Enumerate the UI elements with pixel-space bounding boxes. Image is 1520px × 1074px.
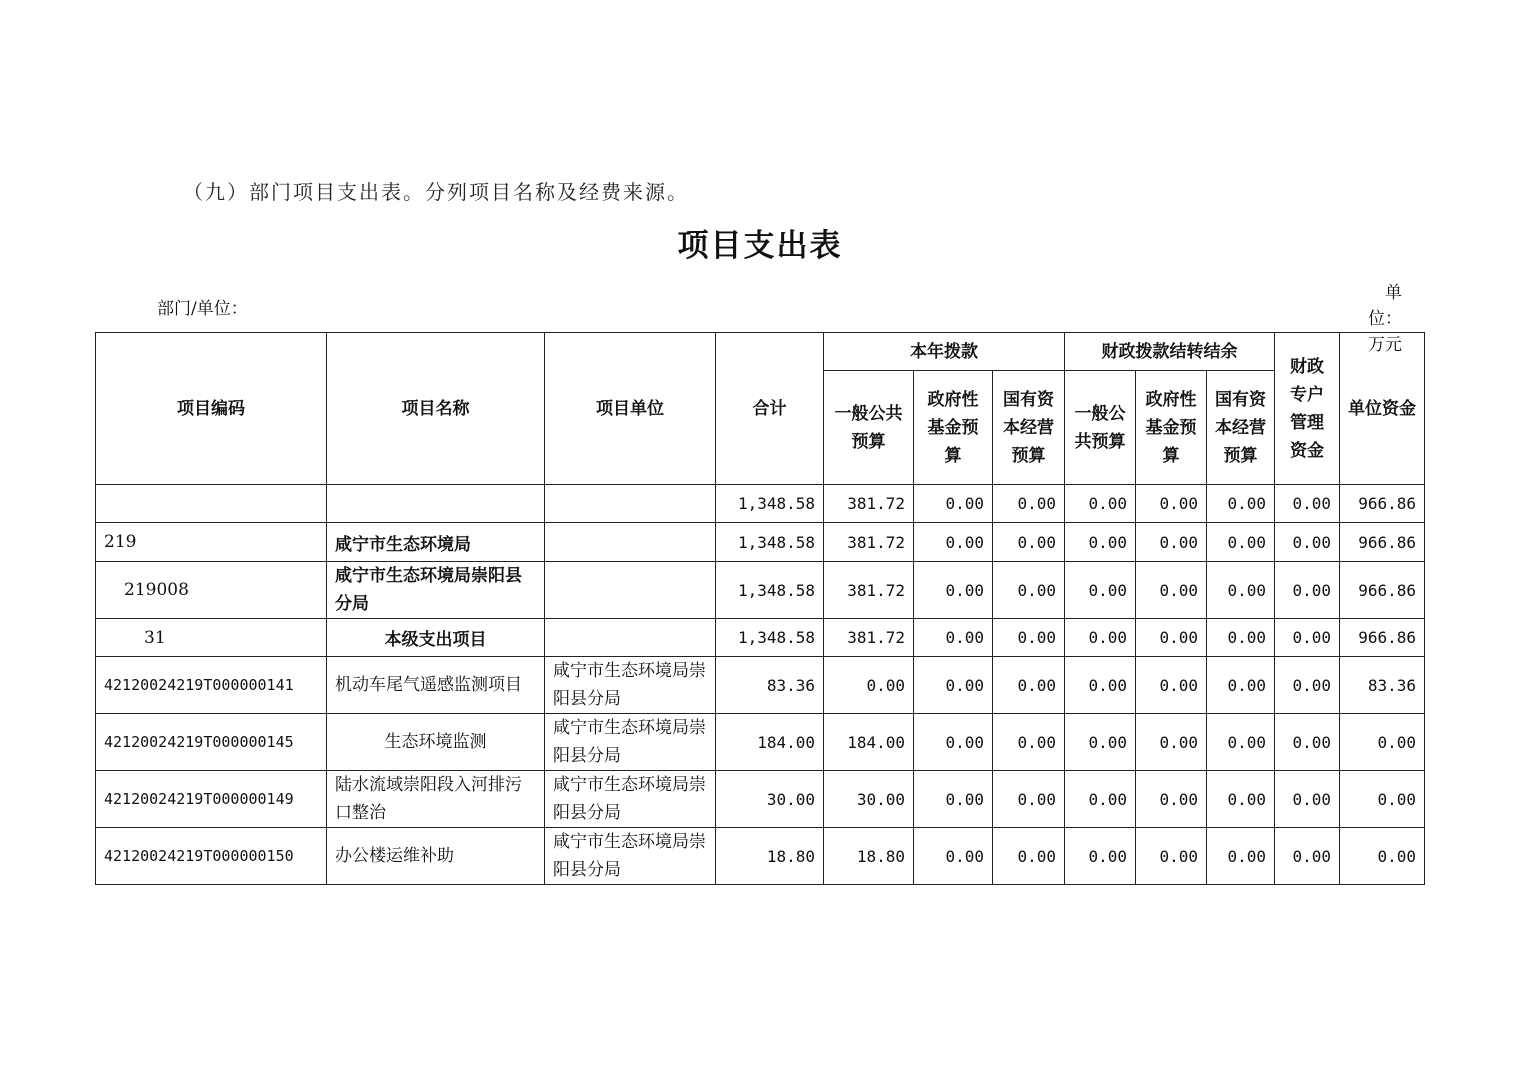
cell-unit: 咸宁市生态环境局崇阳县分局 (545, 657, 716, 714)
header-total: 合计 (716, 333, 824, 485)
cell-value: 0.00 (1065, 619, 1136, 657)
cell-value: 0.00 (914, 771, 993, 828)
project-expenditure-table (95, 332, 1425, 885)
cell-value: 0.00 (914, 485, 993, 523)
cell-value: 1,348.58 (716, 562, 824, 619)
header-unit-fund: 单位资金 (1340, 333, 1425, 485)
cell-name: 机动车尾气遥感监测项目 (327, 657, 545, 714)
header-state-capital: 国有资本经营预算 (993, 371, 1065, 485)
cell-value: 0.00 (1275, 771, 1340, 828)
cell-value: 0.00 (993, 523, 1065, 562)
cell-value: 0.00 (1275, 523, 1340, 562)
cell-name: 咸宁市生态环境局崇阳县分局 (327, 562, 545, 619)
cell-value: 184.00 (824, 714, 914, 771)
cell-value: 0.00 (1065, 485, 1136, 523)
header-carry-general: 一般公共预算 (1065, 371, 1136, 485)
cell-code: 219 (96, 523, 327, 562)
header-name: 项目名称 (327, 333, 545, 485)
cell-value: 0.00 (914, 619, 993, 657)
cell-name (327, 485, 545, 523)
unit-label-line2: 万元 (1368, 335, 1402, 355)
cell-value: 0.00 (1065, 562, 1136, 619)
department-label: 部门/单位： (157, 299, 248, 319)
cell-value: 0.00 (1207, 562, 1275, 619)
cell-value: 381.72 (824, 562, 914, 619)
page-title: 项目支出表 (677, 228, 843, 264)
cell-value: 0.00 (1207, 485, 1275, 523)
cell-value: 0.00 (1340, 714, 1425, 771)
cell-value: 0.00 (1275, 619, 1340, 657)
cell-code: 219008 (96, 562, 327, 619)
header-special: 财政专户管理资金 (1275, 333, 1340, 485)
cell-code: 42120024219T000000141 (96, 657, 327, 714)
cell-value: 83.36 (1340, 657, 1425, 714)
cell-unit (545, 485, 716, 523)
cell-value: 0.00 (1136, 657, 1207, 714)
header-general: 一般公共预算 (824, 371, 914, 485)
cell-value: 0.00 (1275, 828, 1340, 885)
header-group-current: 本年拨款 (824, 333, 1065, 371)
cell-value: 0.00 (1340, 828, 1425, 885)
intro-text: （九）部门项目支出表。分列项目名称及经费来源。 (183, 180, 689, 204)
cell-value: 0.00 (914, 562, 993, 619)
cell-unit (545, 523, 716, 562)
cell-name: 办公楼运维补助 (327, 828, 545, 885)
cell-value: 0.00 (1275, 657, 1340, 714)
cell-value: 0.00 (1207, 657, 1275, 714)
cell-value: 0.00 (914, 714, 993, 771)
cell-value: 1,348.58 (716, 523, 824, 562)
table-row (96, 619, 1425, 657)
header-code: 项目编码 (96, 333, 327, 485)
cell-value: 0.00 (993, 657, 1065, 714)
cell-unit: 咸宁市生态环境局崇阳县分局 (545, 771, 716, 828)
cell-value: 0.00 (824, 657, 914, 714)
header-carry-gov-fund: 政府性基金预算 (1136, 371, 1207, 485)
cell-value: 0.00 (1275, 714, 1340, 771)
cell-name: 本级支出项目 (327, 619, 545, 657)
cell-value: 0.00 (993, 619, 1065, 657)
cell-name: 生态环境监测 (327, 714, 545, 771)
cell-value: 0.00 (1207, 828, 1275, 885)
cell-code (96, 485, 327, 523)
cell-value: 0.00 (993, 771, 1065, 828)
cell-value: 0.00 (1136, 562, 1207, 619)
header-group-carry: 财政拨款结转结余 (1065, 333, 1275, 371)
cell-value: 1,348.58 (716, 619, 824, 657)
cell-code: 42120024219T000000145 (96, 714, 327, 771)
cell-name: 陆水流域崇阳段入河排污口整治 (327, 771, 545, 828)
cell-value: 966.86 (1340, 523, 1425, 562)
cell-value: 0.00 (1065, 771, 1136, 828)
header-carry-state-capital: 国有资本经营预算 (1207, 371, 1275, 485)
cell-value: 381.72 (824, 485, 914, 523)
cell-code: 31 (96, 619, 327, 657)
cell-value: 0.00 (1207, 771, 1275, 828)
cell-value: 966.86 (1340, 562, 1425, 619)
cell-value: 0.00 (993, 714, 1065, 771)
table-row (96, 828, 1425, 885)
cell-value: 0.00 (1207, 619, 1275, 657)
cell-value: 18.80 (716, 828, 824, 885)
cell-value: 30.00 (716, 771, 824, 828)
table-row (96, 562, 1425, 619)
cell-unit (545, 562, 716, 619)
cell-unit: 咸宁市生态环境局崇阳县分局 (545, 828, 716, 885)
cell-value: 966.86 (1340, 619, 1425, 657)
unit-label-line1: 单位： (1368, 283, 1402, 329)
cell-value: 0.00 (1065, 523, 1136, 562)
cell-value: 0.00 (1065, 714, 1136, 771)
cell-value: 0.00 (1065, 828, 1136, 885)
cell-value: 0.00 (1136, 485, 1207, 523)
table-row (96, 771, 1425, 828)
cell-value: 184.00 (716, 714, 824, 771)
cell-value: 0.00 (1207, 523, 1275, 562)
table-row (96, 657, 1425, 714)
table-row (96, 523, 1425, 562)
cell-value: 0.00 (1136, 523, 1207, 562)
cell-value: 18.80 (824, 828, 914, 885)
cell-value: 1,348.58 (716, 485, 824, 523)
table-row (96, 485, 1425, 523)
cell-value: 381.72 (824, 523, 914, 562)
cell-code: 42120024219T000000149 (96, 771, 327, 828)
cell-value: 0.00 (1065, 657, 1136, 714)
header-unit: 项目单位 (545, 333, 716, 485)
cell-value: 0.00 (993, 485, 1065, 523)
table-row (96, 714, 1425, 771)
cell-value: 0.00 (1207, 714, 1275, 771)
cell-value: 0.00 (1136, 828, 1207, 885)
cell-value: 0.00 (914, 523, 993, 562)
cell-unit: 咸宁市生态环境局崇阳县分局 (545, 714, 716, 771)
cell-value: 0.00 (1340, 771, 1425, 828)
cell-value: 0.00 (914, 828, 993, 885)
cell-unit (545, 619, 716, 657)
cell-value: 30.00 (824, 771, 914, 828)
cell-value: 0.00 (1275, 562, 1340, 619)
cell-value: 0.00 (993, 562, 1065, 619)
cell-value: 966.86 (1340, 485, 1425, 523)
header-gov-fund: 政府性基金预算 (914, 371, 993, 485)
cell-value: 381.72 (824, 619, 914, 657)
cell-value: 0.00 (1136, 619, 1207, 657)
cell-code: 42120024219T000000150 (96, 828, 327, 885)
cell-value: 0.00 (1136, 714, 1207, 771)
cell-value: 0.00 (1275, 485, 1340, 523)
cell-value: 0.00 (1136, 771, 1207, 828)
cell-value: 83.36 (716, 657, 824, 714)
cell-value: 0.00 (914, 657, 993, 714)
cell-name: 咸宁市生态环境局 (327, 523, 545, 562)
cell-value: 0.00 (993, 828, 1065, 885)
